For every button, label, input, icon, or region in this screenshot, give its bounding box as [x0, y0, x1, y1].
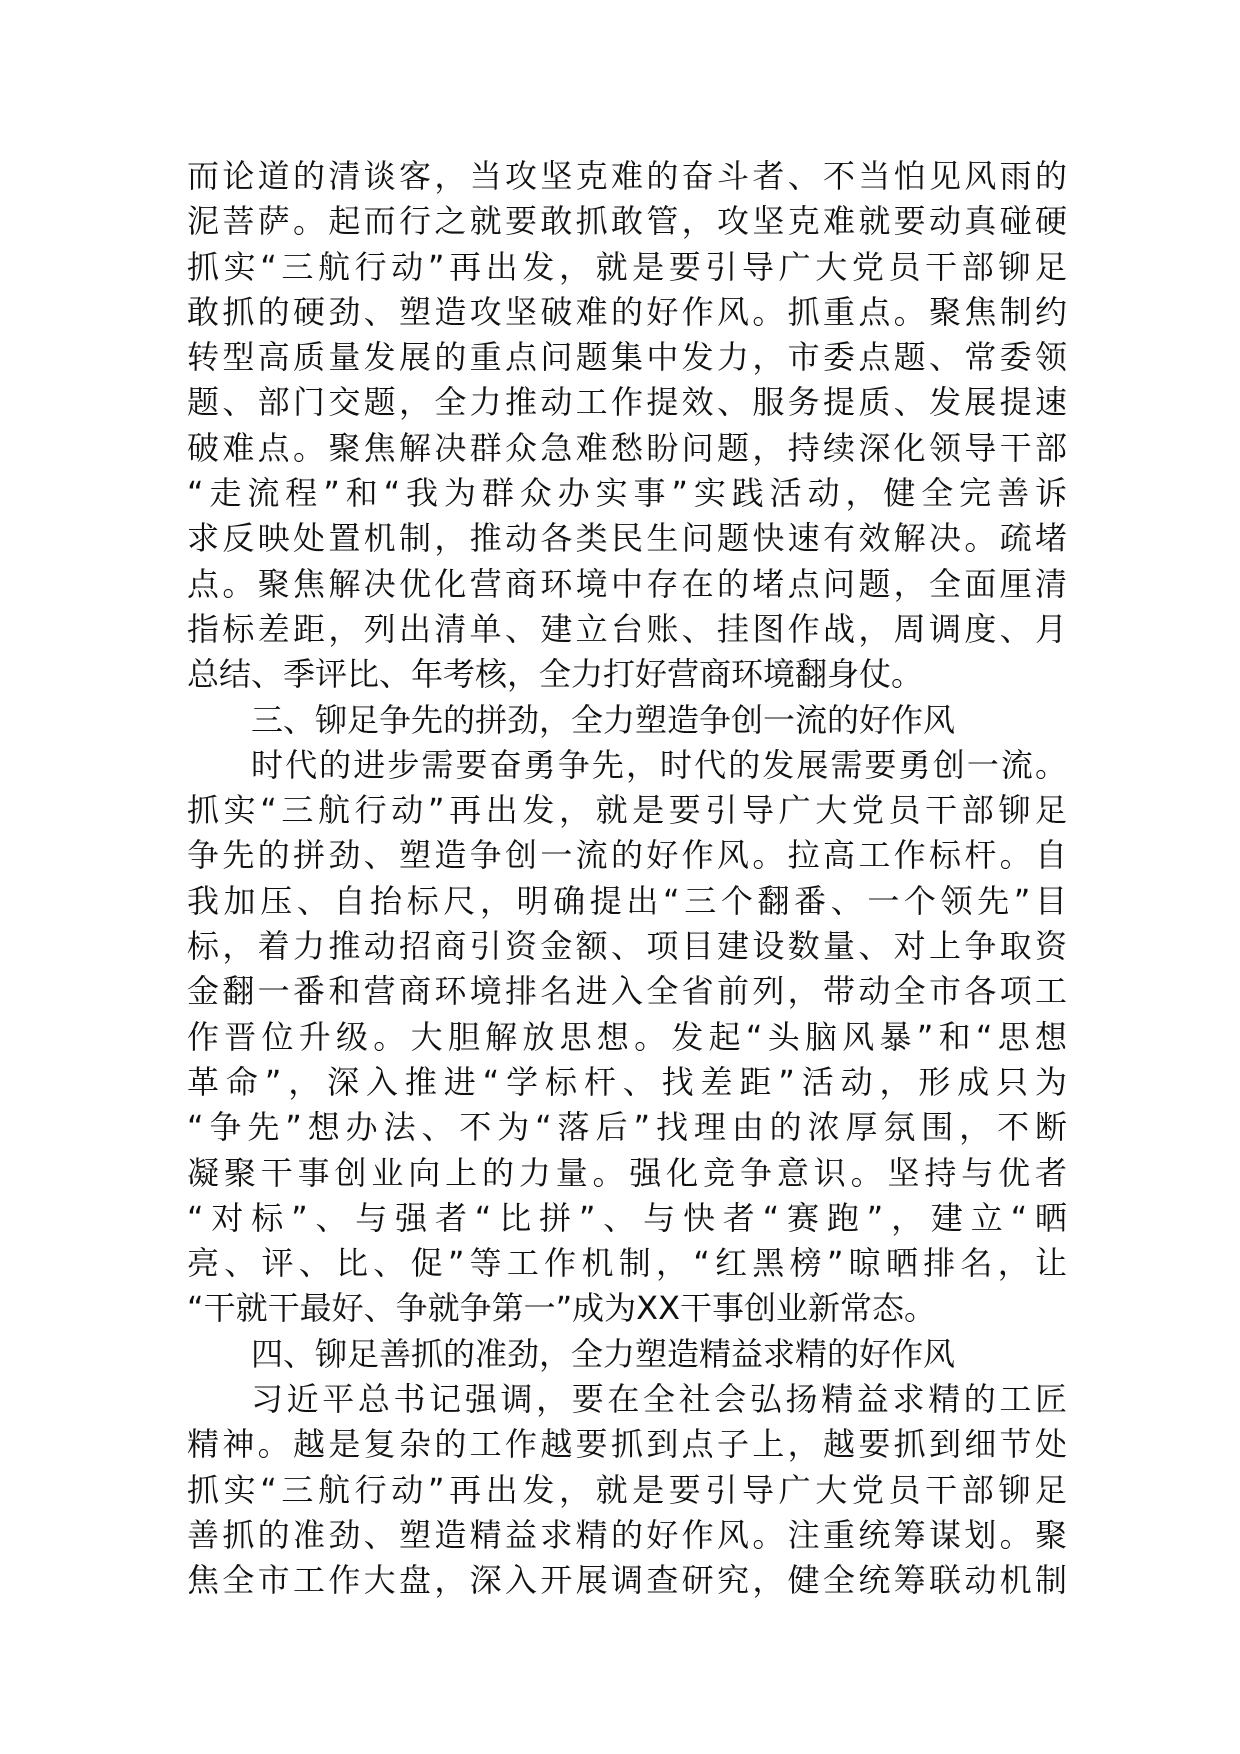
text-line: 指标差距，列出清单、建立台账、挂图作战，周调度、月	[187, 609, 1067, 648]
section-heading: 四、铆足善抓的准劲，全力塑造精益求精的好作风	[251, 1334, 956, 1373]
text-line: 焦全市工作大盘，深入开展调查研究，健全统筹联动机制	[187, 1561, 1067, 1600]
text-line: “对标”、与强者“比拼”、与快者“赛跑”，建立“晒	[187, 1198, 1067, 1237]
text-line: 标，着力推动招商引资金额、项目建设数量、对上争取资	[187, 927, 1067, 966]
text-line: 抓实“三航行动”再出发，就是要引导广大党员干部铆足	[187, 247, 1067, 286]
text-line: 题、部门交题，全力推动工作提效、服务提质、发展提速	[187, 383, 1067, 422]
text-line: “争先”想办法、不为“落后”找理由的浓厚氛围，不断	[187, 1108, 1067, 1147]
text-line: 精神。越是复杂的工作越要抓到点子上，越要抓到细节处	[187, 1425, 1067, 1464]
text-line: 抓实“三航行动”再出发，就是要引导广大党员干部铆足	[187, 791, 1067, 830]
text-line: 转型高质量发展的重点问题集中发力，市委点题、常委领	[187, 338, 1067, 377]
text-line: 亮、评、比、促”等工作机制，“红黑榜”晾晒排名，让	[187, 1244, 1067, 1283]
section-heading: 三、铆足争先的拼劲，全力塑造争创一流的好作风	[251, 700, 956, 739]
text-line: 敢抓的硬劲、塑造攻坚破难的好作风。抓重点。聚焦制约	[187, 292, 1067, 331]
text-line: 金翻一番和营商环境排名进入全省前列，带动全市各项工	[187, 972, 1067, 1011]
text-line: 革命”，深入推进“学标杆、找差距”活动，形成只为	[187, 1062, 1067, 1101]
text-line: 点。聚焦解决优化营商环境中存在的堵点问题，全面厘清	[187, 564, 1067, 603]
text-line: “干就干最好、争就争第一”成为XX干事创业新常态。	[187, 1289, 937, 1328]
text-line: 泥菩萨。起而行之就要敢抓敢管，攻坚克难就要动真碰硬	[187, 202, 1067, 241]
body-text	[187, 154, 1067, 1604]
text-line: “走流程”和“我为群众办实事”实践活动，健全完善诉	[187, 474, 1067, 513]
text-line: 习近平总书记强调，要在全社会弘扬精益求精的工匠	[251, 1380, 1067, 1419]
text-line: 抓实“三航行动”再出发，就是要引导广大党员干部铆足	[187, 1470, 1067, 1509]
text-line: 争先的拼劲、塑造争创一流的好作风。拉高工作标杆。自	[187, 836, 1067, 875]
text-line: 破难点。聚焦解决群众急难愁盼问题，持续深化领导干部	[187, 428, 1067, 467]
text-line: 时代的进步需要奋勇争先，时代的发展需要勇创一流。	[251, 745, 1067, 784]
text-line: 求反映处置机制，推动各类民生问题快速有效解决。疏堵	[187, 519, 1067, 558]
text-line: 作晋位升级。大胆解放思想。发起“头脑风暴”和“思想	[187, 1017, 1067, 1056]
text-line: 总结、季评比、年考核，全力打好营商环境翻身仗。	[187, 655, 924, 694]
text-line: 我加压、自抬标尺，明确提出“三个翻番、一个领先”目	[187, 881, 1067, 920]
text-line: 而论道的清谈客，当攻坚克难的奋斗者、不当怕见风雨的	[187, 157, 1067, 195]
text-line: 凝聚干事创业向上的力量。强化竞争意识。坚持与优者	[187, 1153, 1067, 1192]
text-line: 善抓的准劲、塑造精益求精的好作风。注重统筹谋划。聚	[187, 1515, 1067, 1554]
